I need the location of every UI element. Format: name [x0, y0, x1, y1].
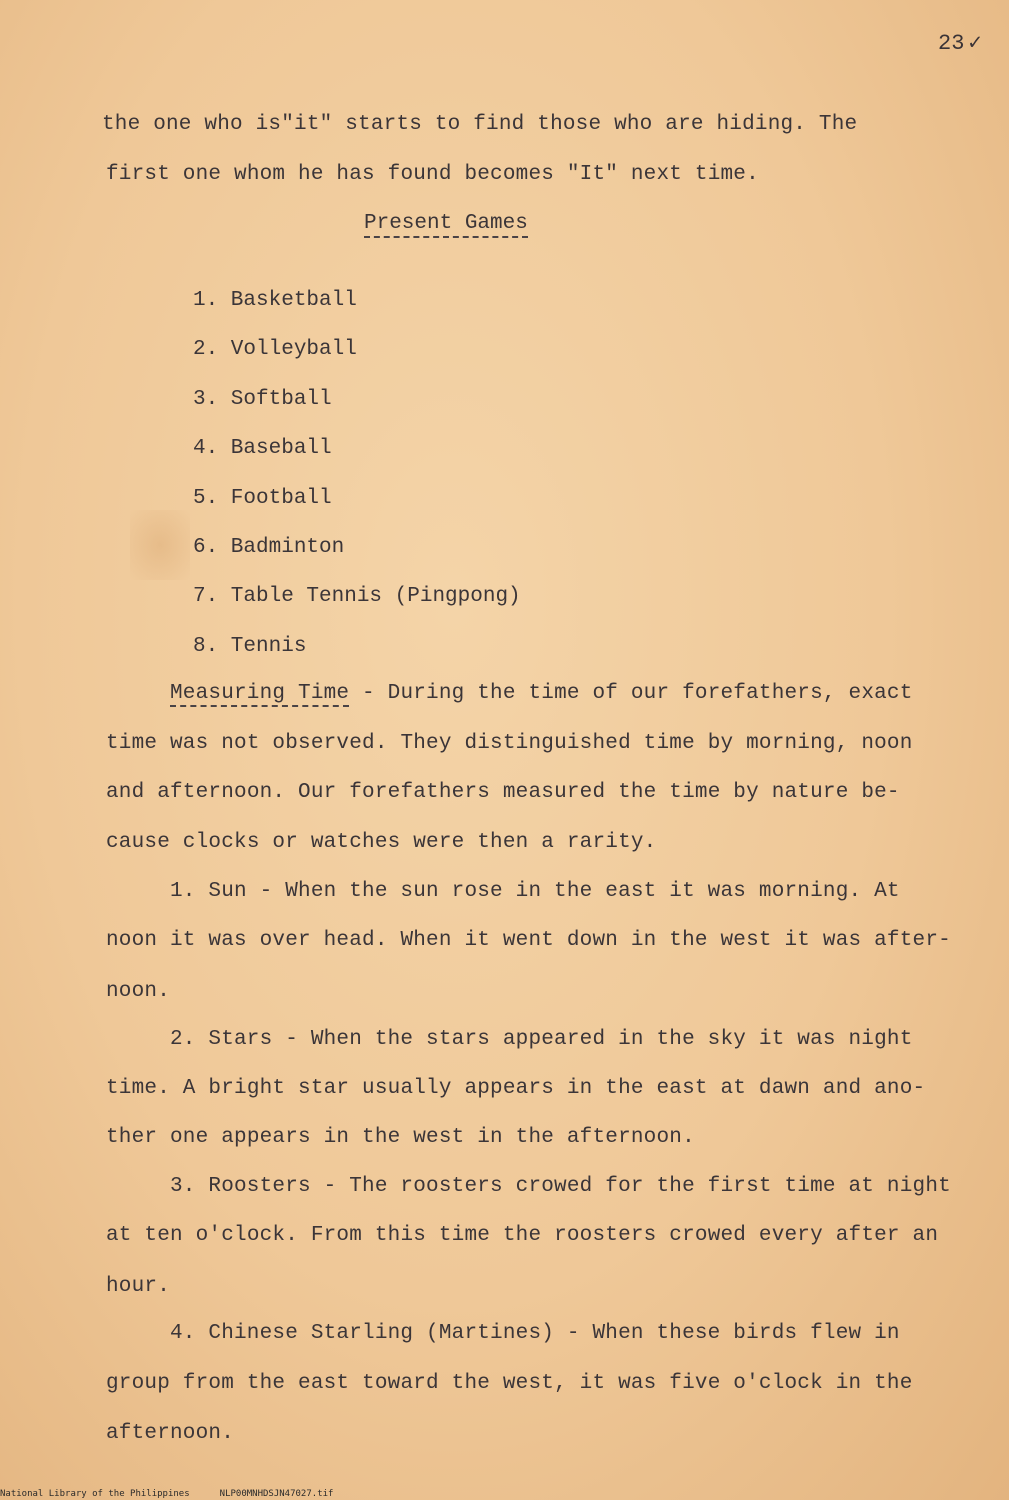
measuring-time-term: Measuring Time [170, 682, 350, 705]
page-number [938, 30, 982, 56]
game-item: 8. Tennis [193, 635, 307, 658]
measuring-time-line-1 [170, 682, 913, 705]
page-number-text: 23 [938, 31, 965, 56]
check-mark-icon: ✓ [968, 31, 982, 56]
paper-stain [130, 510, 190, 580]
stars-line-2: time. A bright star usually appears in the east at dawn and ano- [106, 1077, 926, 1100]
stars-line-3: ther one appears in the west in the afternoon. [106, 1126, 695, 1149]
roosters-line-1: 3. Roosters - The roosters crowed for the first time at night [170, 1175, 951, 1198]
sun-line-1: 1. Sun - When the sun rose in the east it was morning. At [170, 880, 900, 903]
starling-line-1: 4. Chinese Starling (Martines) - When these birds flew in [170, 1322, 900, 1345]
scan-footer [0, 1489, 363, 1499]
measuring-time-line-1-text: - During the time of our forefathers, exact [349, 682, 913, 705]
game-item: 1. Basketball [193, 289, 357, 312]
present-games-heading: Present Games [364, 212, 528, 238]
game-item: 6. Badminton [193, 536, 345, 559]
starling-line-2: group from the east toward the west, it was five o'clock in the [106, 1372, 913, 1395]
footer-file: NLP00MNHDSJN47027.tif [219, 1489, 334, 1499]
measuring-time-line-2: time was not observed. They distinguished time by morning, noon [106, 732, 913, 755]
starling-line-3: afternoon. [106, 1422, 235, 1445]
sun-line-3: noon. [106, 980, 171, 1003]
intro-line-1: the one who is"it" starts to find those who are hiding. The [102, 113, 858, 136]
measuring-time-line-3: and afternoon. Our forefathers measured the time by nature be- [106, 781, 900, 804]
game-item: 3. Softball [193, 388, 332, 411]
roosters-line-3: hour. [106, 1275, 171, 1298]
game-item: 5. Football [193, 487, 332, 510]
intro-line-2: first one whom he has found becomes "It" next time. [106, 163, 759, 186]
measuring-time-line-4: cause clocks or watches were then a rarity. [106, 831, 657, 854]
stars-line-1: 2. Stars - When the stars appeared in the sky it was night [170, 1028, 913, 1051]
roosters-line-2: at ten o'clock. From this time the roosters crowed every after an [106, 1224, 939, 1247]
game-item: 4. Baseball [193, 437, 332, 460]
footer-library: National Library of the Philippines [0, 1489, 190, 1499]
sun-line-2: noon it was over head. When it went down in the west it was after- [106, 929, 951, 952]
game-item: 7. Table Tennis (Pingpong) [193, 585, 521, 608]
game-item: 2. Volleyball [193, 338, 357, 361]
